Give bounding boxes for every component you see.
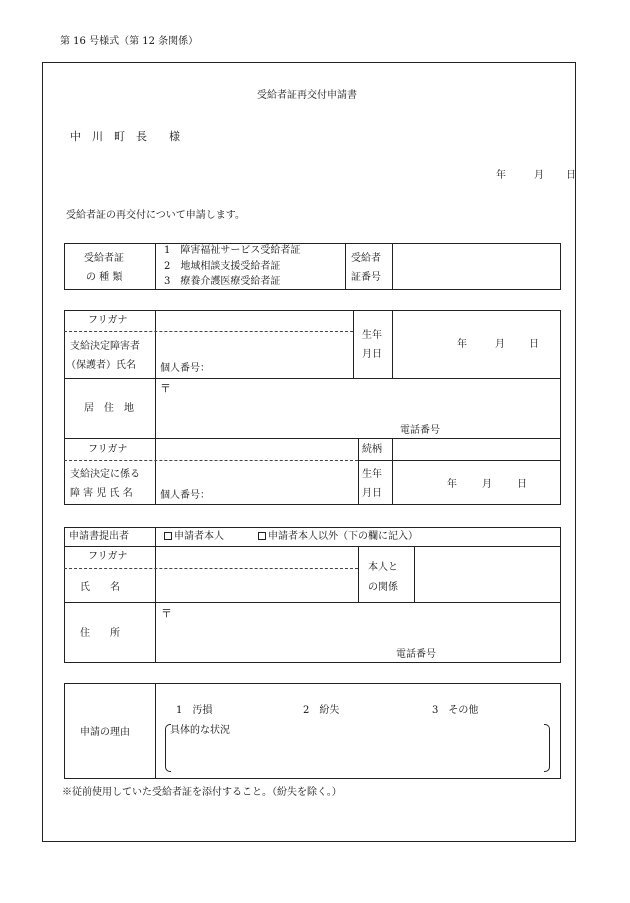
guardian-birth-label-2: 月日 xyxy=(362,349,382,360)
submitter-option-other[interactable] xyxy=(258,532,418,542)
intro-text: 受給者証の再交付について申請します。 xyxy=(66,210,245,221)
submitter-name-field[interactable] xyxy=(159,571,355,599)
child-name-label-1: 支給決定に係る xyxy=(70,469,140,480)
guardian-furigana-label: フリガナ xyxy=(88,315,128,326)
child-name-label-2: 障 害 児 氏 名 xyxy=(70,488,133,499)
guardian-furigana-field[interactable] xyxy=(159,314,349,330)
submitter-furigana-label: フリガナ xyxy=(88,551,128,562)
guardian-birth-label-1: 生年 xyxy=(362,330,382,341)
cert-type-label-1: 受給者証 xyxy=(84,253,124,264)
submitter-postal-mark: 〒 xyxy=(161,607,172,620)
reason-option-3[interactable]: 3 その他 xyxy=(432,705,479,716)
guardian-my-number-label: 個人番号： xyxy=(160,363,210,374)
reason-detail-label: 具体的な状況 xyxy=(170,725,230,736)
submitter-address-label: 住 所 xyxy=(80,628,120,639)
child-furigana-field[interactable] xyxy=(159,441,355,458)
checkbox-other[interactable] xyxy=(258,532,266,540)
reason-option-2[interactable]: 2 紛失 xyxy=(303,705,340,716)
guardian-birth-day[interactable]: 日 xyxy=(529,339,539,350)
detail-bracket-right xyxy=(544,724,550,772)
submitter-furigana-field[interactable] xyxy=(159,549,355,566)
submitter-name-label: 氏 名 xyxy=(80,582,120,593)
guardian-birth-year[interactable]: 年 xyxy=(457,339,467,350)
reason-option-1[interactable]: 1 汚損 xyxy=(176,705,213,716)
cert-number-label-2: 証番号 xyxy=(351,272,381,283)
submitter-option-other-label: 申請者本人以外（下の欄に記入） xyxy=(268,531,418,542)
cert-type-option-3[interactable]: 3 療養介護医療受給者証 xyxy=(164,276,281,287)
cert-number-label-1: 受給者 xyxy=(351,253,381,264)
cert-type-option-1[interactable]: 1 障害福祉サービス受給者証 xyxy=(164,245,301,256)
child-relation-field[interactable] xyxy=(394,440,559,458)
submitter-option-self[interactable] xyxy=(164,532,224,542)
form-number: 第 16 号様式（第 12 条関係） xyxy=(60,36,199,47)
guardian-name-label-2: （保護者）氏名 xyxy=(66,360,136,371)
child-birth-day[interactable]: 日 xyxy=(517,479,527,490)
submitter-relation-label-2: の関係 xyxy=(368,582,398,593)
form-title: 受給者証再交付申請書 xyxy=(257,90,357,101)
child-birth-label-2: 月日 xyxy=(362,488,382,499)
guardian-postal-mark: 〒 xyxy=(160,382,171,395)
cert-type-option-2[interactable]: 2 地域相談支援受給者証 xyxy=(164,261,281,272)
submitter-relation-label-1: 本人と xyxy=(368,562,398,573)
guardian-phone-label: 電話番号 xyxy=(400,425,440,436)
child-furigana-label: フリガナ xyxy=(88,444,128,455)
date-year[interactable]: 年 xyxy=(496,170,506,181)
child-birth-year[interactable]: 年 xyxy=(447,479,457,490)
date-day[interactable]: 日 xyxy=(566,170,576,181)
child-my-number-label: 個人番号： xyxy=(160,490,210,501)
guardian-address-label: 居 住 地 xyxy=(84,403,134,414)
guardian-address-field[interactable] xyxy=(172,383,552,423)
submitter-relation-field[interactable] xyxy=(416,548,559,600)
cert-type-label-2: の 種 類 xyxy=(86,272,123,283)
guardian-name-label-1: 支給決定障害者 xyxy=(70,341,140,352)
footnote: ※従前使用していた受給者証を添付すること。（紛失を除く。） xyxy=(62,787,342,798)
submitter-address-field[interactable] xyxy=(173,608,553,646)
child-name-field[interactable] xyxy=(159,463,355,487)
guardian-name-field[interactable] xyxy=(159,334,349,360)
reason-label: 申請の理由 xyxy=(80,727,130,738)
submitter-label: 申請書提出者 xyxy=(69,531,129,542)
submitter-phone-label: 電話番号 xyxy=(396,649,436,660)
reason-detail-field[interactable] xyxy=(172,740,540,770)
child-birth-label-1: 生年 xyxy=(362,469,382,480)
child-birth-month[interactable]: 月 xyxy=(482,479,492,490)
child-relation-label: 続柄 xyxy=(362,444,382,455)
addressee: 中 川 町 長 様 xyxy=(70,130,180,143)
submitter-option-self-label: 申請者本人 xyxy=(174,531,224,542)
guardian-birth-month[interactable]: 月 xyxy=(495,339,505,350)
checkbox-self[interactable] xyxy=(164,532,172,540)
date-month[interactable]: 月 xyxy=(534,170,544,181)
cert-number-field[interactable] xyxy=(394,245,559,288)
